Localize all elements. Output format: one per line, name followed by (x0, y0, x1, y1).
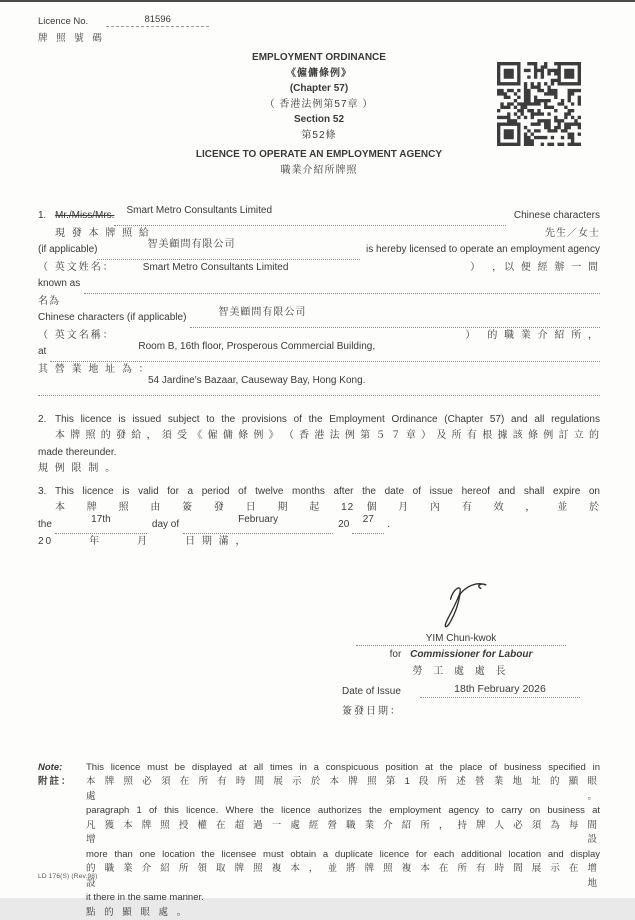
clause-2-line4-zh: 規 例 限 制 。 (38, 461, 600, 478)
section-en: Section 52 (38, 112, 600, 128)
chapter-zh: （ 香港法例第57章 ） (38, 97, 600, 113)
clause-2-line3: made thereunder. (38, 445, 600, 462)
agency-name-zh-blank (190, 310, 600, 328)
chinese-characters-label: Chinese characters (514, 208, 600, 225)
licence-no-label-zh: 牌 照 號 碼 (38, 30, 209, 44)
note-line: 點 的 顯 眼 處 。 (86, 906, 600, 920)
licence-title-en: LICENCE TO OPERATE AN EMPLOYMENT AGENCY (38, 147, 600, 163)
known-as-blank (84, 276, 600, 294)
known-as-zh: 名為 (38, 294, 60, 311)
english-title-close: ） (465, 328, 477, 345)
note-line: more than one location the licensee must obtain a duplicate licence for each additional location and display (86, 848, 600, 863)
at-label: at (38, 344, 46, 361)
sentence-period: . (387, 517, 390, 534)
note-line: it there in the same manner. (86, 891, 600, 906)
address-line2: 54 Jardine's Bazaar, Causeway Bay, Hong Kong. (148, 373, 365, 390)
cc-if-applicable-label: Chinese characters (if applicable) (38, 310, 186, 327)
signature-scribble-icon (428, 579, 500, 633)
clause-2-line1: This licence is issued subject to the provisions of the Employment Ordinance (Chapter 57) and all regulations (55, 412, 600, 429)
for-label: for (390, 649, 402, 660)
clause-1 (38, 208, 600, 396)
licence-no-label: Licence No. (38, 16, 88, 27)
expiry-year-blank (352, 517, 384, 535)
date-of-issue-label-zh: 簽發日期： (342, 702, 580, 717)
section-zh: 第52條 (38, 128, 600, 144)
signature-block (342, 579, 580, 717)
note-line: This licence must be displayed at all times in a conspicuous position at the place of business specified in (86, 761, 600, 776)
expiry-day: 17th (91, 512, 110, 529)
salutation-zh: 先生／女士 (545, 226, 600, 243)
operate-zh: ，以 便 經 辦 一 間 (492, 260, 600, 277)
address-line1: Room B, 16th floor, Prosperous Commercial Building, (138, 339, 375, 356)
salutation-struck: Mr./Miss/Mrs. (55, 208, 114, 225)
signature-area (342, 579, 580, 633)
ordinance-title-en: EMPLOYMENT ORDINANCE (38, 50, 600, 66)
clause-3-line1: This licence is valid for a period of twelve months after the date of issue hereof and shall expire on (55, 484, 600, 501)
english-name-value: Smart Metro Consultants Limited (143, 260, 289, 277)
licensed-text: is hereby licensed to operate an employment agency (366, 242, 600, 259)
english-name-open: （ 英文姓名： (38, 260, 115, 277)
day-of-label: day of (152, 517, 179, 534)
licensee-name-blank (114, 208, 505, 226)
licensee-name-zh-blank (97, 242, 359, 260)
clause-3 (38, 484, 600, 551)
date-of-issue-value: 18th February 2026 (454, 683, 546, 695)
clause-2 (38, 412, 600, 478)
clause-3-number: 3. (38, 484, 55, 501)
signatory-title-en: Commissioner for Labour (410, 649, 532, 660)
expiry-month-blank (183, 517, 333, 535)
licensee-name-en: Smart Metro Consultants Limited (126, 203, 272, 220)
known-as-label: known as (38, 276, 80, 293)
address-zh-label: 其 營 業 地 址 為 ： (38, 362, 151, 379)
licence-no-value: 81596 (106, 14, 209, 27)
date-of-issue-label: Date of Issue (342, 686, 420, 697)
grant-zh: 現 發 本 牌 照 給 (55, 226, 151, 243)
note-line: paragraph 1 of this licence. Where the licence authorizes the employment agency to carry on business at (86, 804, 600, 819)
licence-title-zh: 職業介紹所牌照 (38, 163, 600, 179)
clause-2-number: 2. (38, 412, 55, 429)
form-code: LD 176(S) (Rev.98) (38, 873, 97, 880)
expiry-day-blank (55, 517, 147, 535)
address-line1-blank (50, 344, 600, 362)
note-line: 的 職 業 介 紹 所 領 取 牌 照 複 本 ， 並 將 牌 照 複 本 在 所 有 時 間 展 示 在 增 設 地 (86, 862, 600, 891)
clause-3-line2-zh: 本 牌 照 由 簽 發 日 期 起 12 個 月 內 有 效 ， 並 於 (38, 500, 600, 517)
year-prefix: 20 (338, 517, 349, 534)
english-title-open: （ 英文名稱： (38, 328, 115, 345)
signatory-name: YIM Chun-kwok (356, 633, 566, 646)
note-line: 本 牌 照 必 須 在 所 有 時 間 展 示 於 本 牌 照 第 1 段 所 述 營 業 地 址 的 顯 眼 處 。 (86, 775, 600, 804)
licensee-name-zh: 智美顧問有限公司 (147, 237, 235, 254)
expiry-year: 27 (363, 512, 374, 529)
address-line2-blank (38, 378, 600, 396)
signatory-title-zh: 勞 工 處 處 長 (342, 662, 580, 677)
chapter-en: (Chapter 57) (38, 81, 600, 97)
if-applicable-label: (if applicable) (38, 242, 97, 259)
note-section (38, 761, 600, 920)
clause-3-line4-zh: 20 年 月 日 期 滿 ， (38, 534, 600, 551)
note-label-zh: 附註： (38, 775, 86, 790)
note-line: 凡 獲 本 牌 照 授 權 在 超 過 一 處 經 營 職 業 介 紹 所 ， 持 牌 人 必 須 為 每 間 增 設 (86, 819, 600, 848)
clause-1-number: 1. (38, 208, 55, 225)
agency-suffix-zh: 的 職 業 介 紹 所 ， (487, 328, 600, 345)
ordinance-title-zh: 《僱傭條例》 (38, 66, 600, 82)
clause-2-line2-zh: 本 牌 照 的 發 給 ， 須 受 《 僱 傭 條 例 》 （ 香 港 法 例 第 ５ ７ 章 ） 及 所 有 根 據 該 條 例 訂 立 的 (38, 428, 600, 445)
qr-code (497, 62, 581, 146)
date-of-issue-blank (420, 685, 580, 698)
note-label-en: Note: (38, 761, 86, 776)
expiry-month: February (238, 512, 278, 529)
the-label: the (38, 517, 52, 534)
note-body (86, 761, 600, 920)
scan-edge-strip (0, 0, 635, 2)
qr-modules (497, 62, 581, 146)
english-name-close: ） (470, 260, 482, 277)
licence-number-block (38, 14, 209, 44)
agency-name-zh: 智美顧問有限公司 (218, 305, 306, 322)
